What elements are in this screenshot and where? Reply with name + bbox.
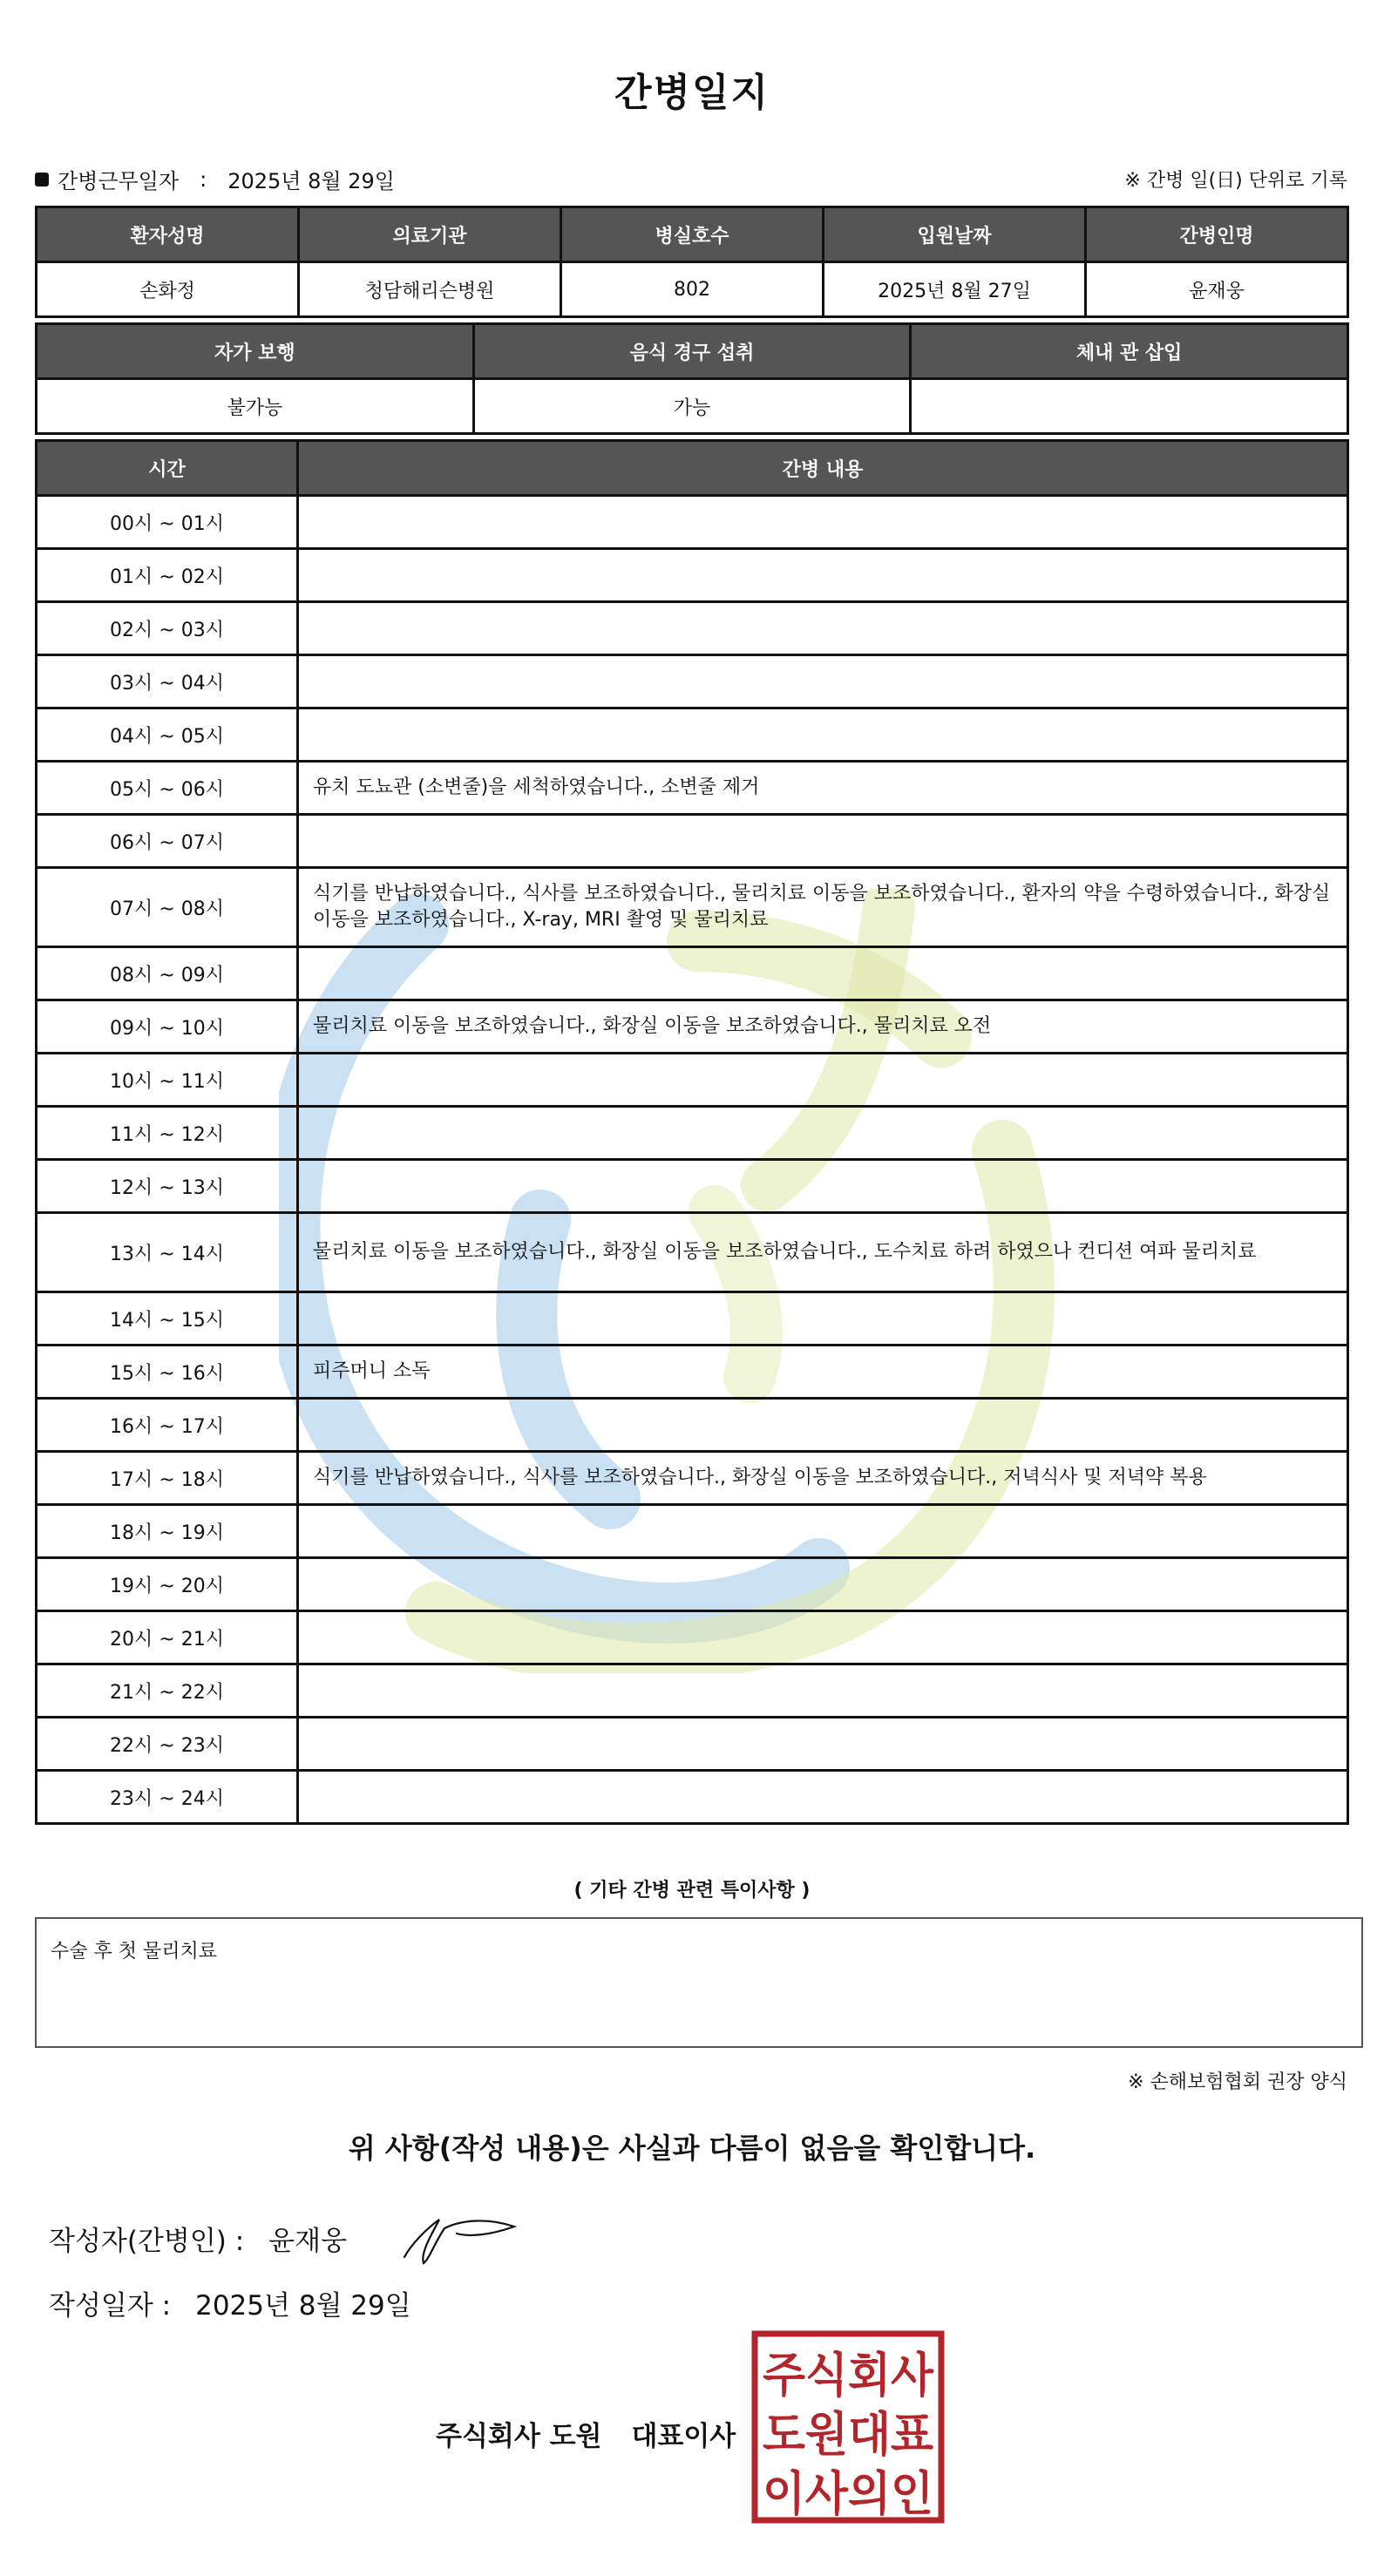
company-name: 주식회사 도원 <box>436 2421 602 2452</box>
care-log-content <box>298 1399 1348 1452</box>
care-log-content <box>298 1558 1348 1611</box>
header-admission-date: 입원날짜 <box>824 207 1086 262</box>
header-room: 병실호수 <box>561 207 824 262</box>
care-log-content <box>298 1611 1348 1664</box>
care-log-time: 17시 ~ 18시 <box>37 1452 298 1505</box>
care-log-time: 10시 ~ 11시 <box>37 1054 298 1107</box>
care-log-time: 11시 ~ 12시 <box>37 1107 298 1160</box>
care-log-row <box>37 1107 1348 1160</box>
writer-name: 윤재웅 <box>268 2226 348 2257</box>
care-log-row <box>37 1611 1348 1664</box>
care-log-content <box>298 1664 1348 1718</box>
svg-text:도원대표: 도원대표 <box>763 2407 933 2462</box>
page-title: 간병일지 <box>614 71 770 115</box>
room-number: 802 <box>561 262 824 317</box>
care-log-content <box>298 708 1348 762</box>
separator: : <box>200 166 207 192</box>
patient-info-table <box>35 206 1349 318</box>
care-log-row <box>37 1664 1348 1718</box>
care-log-time: 06시 ~ 07시 <box>37 815 298 868</box>
walking-status: 불가능 <box>37 379 474 434</box>
care-log-row <box>37 1771 1348 1824</box>
bullet-square-icon <box>35 173 49 186</box>
header-tube: 체내 관 삽입 <box>911 324 1348 379</box>
signature <box>394 2209 525 2270</box>
etc-section-title: ( 기타 간병 관련 특이사항 ) <box>573 1880 811 1901</box>
care-log-time: 14시 ~ 15시 <box>37 1292 298 1346</box>
care-log-row <box>37 602 1348 655</box>
care-log-content: 피주머니 소독 <box>298 1346 1348 1399</box>
care-log-time: 03시 ~ 04시 <box>37 655 298 708</box>
write-date-value: 2025년 8월 29일 <box>195 2290 411 2322</box>
patient-name: 손화정 <box>37 262 299 317</box>
care-log-time: 01시 ~ 02시 <box>37 549 298 602</box>
care-log-row <box>37 815 1348 868</box>
care-log-row <box>37 868 1348 947</box>
care-log-time: 09시 ~ 10시 <box>37 1000 298 1054</box>
care-log-row <box>37 1505 1348 1558</box>
etc-notes-box: 수술 후 첫 물리치료 <box>35 1917 1363 2048</box>
header-care-content: 간병 내용 <box>298 441 1348 496</box>
care-log-row <box>37 549 1348 602</box>
svg-text:주식회사: 주식회사 <box>763 2348 934 2403</box>
care-log-time: 04시 ~ 05시 <box>37 708 298 762</box>
svg-text:이사의인: 이사의인 <box>763 2466 933 2521</box>
care-log-row <box>37 1160 1348 1213</box>
status-value-row <box>37 379 1348 434</box>
care-log-time: 00시 ~ 01시 <box>37 496 298 549</box>
care-log-row <box>37 655 1348 708</box>
care-log-content <box>298 815 1348 868</box>
care-log-content <box>298 1160 1348 1213</box>
write-date-row <box>49 2283 411 2322</box>
care-log-content <box>298 1505 1348 1558</box>
care-log-row <box>37 1718 1348 1771</box>
care-log-row <box>37 1292 1348 1346</box>
care-log-content <box>298 1718 1348 1771</box>
care-log-table <box>35 439 1349 1825</box>
form-recommendation-note: ※ 손해보험협회 권장 양식 <box>1128 2071 1347 2093</box>
care-log-content <box>298 1771 1348 1824</box>
care-log-row <box>37 708 1348 762</box>
care-log-row <box>37 1000 1348 1054</box>
care-log-row <box>37 1452 1348 1505</box>
work-date: 2025년 8월 29일 <box>227 169 395 193</box>
company-row <box>436 2414 736 2453</box>
care-log-time: 07시 ~ 08시 <box>37 868 298 947</box>
header-hospital: 의료기관 <box>299 207 561 262</box>
care-log-time: 23시 ~ 24시 <box>37 1771 298 1824</box>
care-log-time: 05시 ~ 06시 <box>37 762 298 815</box>
header-time: 시간 <box>37 441 298 496</box>
care-log-time: 16시 ~ 17시 <box>37 1399 298 1452</box>
care-log-content <box>298 496 1348 549</box>
caregiver-name: 윤재웅 <box>1086 262 1348 317</box>
care-log-content <box>298 1107 1348 1160</box>
patient-info-header-row <box>37 207 1348 262</box>
confirmation-statement: 위 사항(작성 내용)은 사실과 다름이 없음을 확인합니다. <box>348 2132 1036 2165</box>
care-log-content <box>298 655 1348 708</box>
work-date-label: 간병근무일자 <box>58 169 180 193</box>
care-log-time: 12시 ~ 13시 <box>37 1160 298 1213</box>
care-log-content: 유치 도뇨관 (소변줄)을 세척하였습니다., 소변줄 제거 <box>298 762 1348 815</box>
company-seal-stamp <box>751 2330 945 2524</box>
work-date-row <box>35 164 395 194</box>
write-date-label: 작성일자 : <box>49 2290 172 2322</box>
care-log-row <box>37 1399 1348 1452</box>
care-log-time: 20시 ~ 21시 <box>37 1611 298 1664</box>
writer-label: 작성자(간병인) : <box>49 2226 245 2257</box>
care-log-header-row <box>37 441 1348 496</box>
care-log-content <box>298 1054 1348 1107</box>
care-log-time: 18시 ~ 19시 <box>37 1505 298 1558</box>
status-header-row <box>37 324 1348 379</box>
patient-info-value-row <box>37 262 1348 317</box>
care-log-time: 08시 ~ 09시 <box>37 947 298 1000</box>
care-log-time: 22시 ~ 23시 <box>37 1718 298 1771</box>
header-walking: 자가 보행 <box>37 324 474 379</box>
care-log-content: 식기를 반납하였습니다., 식사를 보조하였습니다., 물리치료 이동을 보조하였습니다., 환자의 약을 수령하였습니다., 화장실 이동을 보조하였습니다., X-ray, MRI 촬영 및 물리치료 <box>298 868 1348 947</box>
care-log-row <box>37 1213 1348 1292</box>
header-caregiver: 간병인명 <box>1086 207 1348 262</box>
care-log-content <box>298 947 1348 1000</box>
care-log-content: 물리치료 이동을 보조하였습니다., 화장실 이동을 보조하였습니다., 도수치료 하려 하였으나 컨디션 여파 물리치료 <box>298 1213 1348 1292</box>
hospital-name: 청담해리슨병원 <box>299 262 561 317</box>
care-log-content: 식기를 반납하였습니다., 식사를 보조하였습니다., 화장실 이동을 보조하였습니다., 저녁식사 및 저녁약 복용 <box>298 1452 1348 1505</box>
care-log-row <box>37 496 1348 549</box>
care-log-row <box>37 1558 1348 1611</box>
patient-status-table <box>35 322 1349 435</box>
ceo-title: 대표이사 <box>631 2421 736 2452</box>
tube-status <box>911 379 1348 434</box>
oral-intake-status: 가능 <box>473 379 911 434</box>
admission-date: 2025년 8월 27일 <box>824 262 1086 317</box>
care-log-time: 15시 ~ 16시 <box>37 1346 298 1399</box>
care-log-time: 19시 ~ 20시 <box>37 1558 298 1611</box>
care-log-time: 13시 ~ 14시 <box>37 1213 298 1292</box>
header-patient-name: 환자성명 <box>37 207 299 262</box>
care-log-content <box>298 549 1348 602</box>
care-log-row <box>37 1346 1348 1399</box>
care-log-row <box>37 1054 1348 1107</box>
care-log-row <box>37 762 1348 815</box>
care-log-content <box>298 602 1348 655</box>
care-log-row <box>37 947 1348 1000</box>
writer-row <box>49 2219 347 2258</box>
record-unit-note: ※ 간병 일(日) 단위로 기록 <box>1124 170 1347 192</box>
care-log-content <box>298 1292 1348 1346</box>
care-log-body <box>37 496 1348 1824</box>
care-log-time: 02시 ~ 03시 <box>37 602 298 655</box>
care-log-content: 물리치료 이동을 보조하였습니다., 화장실 이동을 보조하였습니다., 물리치료 오전 <box>298 1000 1348 1054</box>
header-oral-intake: 음식 경구 섭취 <box>473 324 911 379</box>
care-log-time: 21시 ~ 22시 <box>37 1664 298 1718</box>
